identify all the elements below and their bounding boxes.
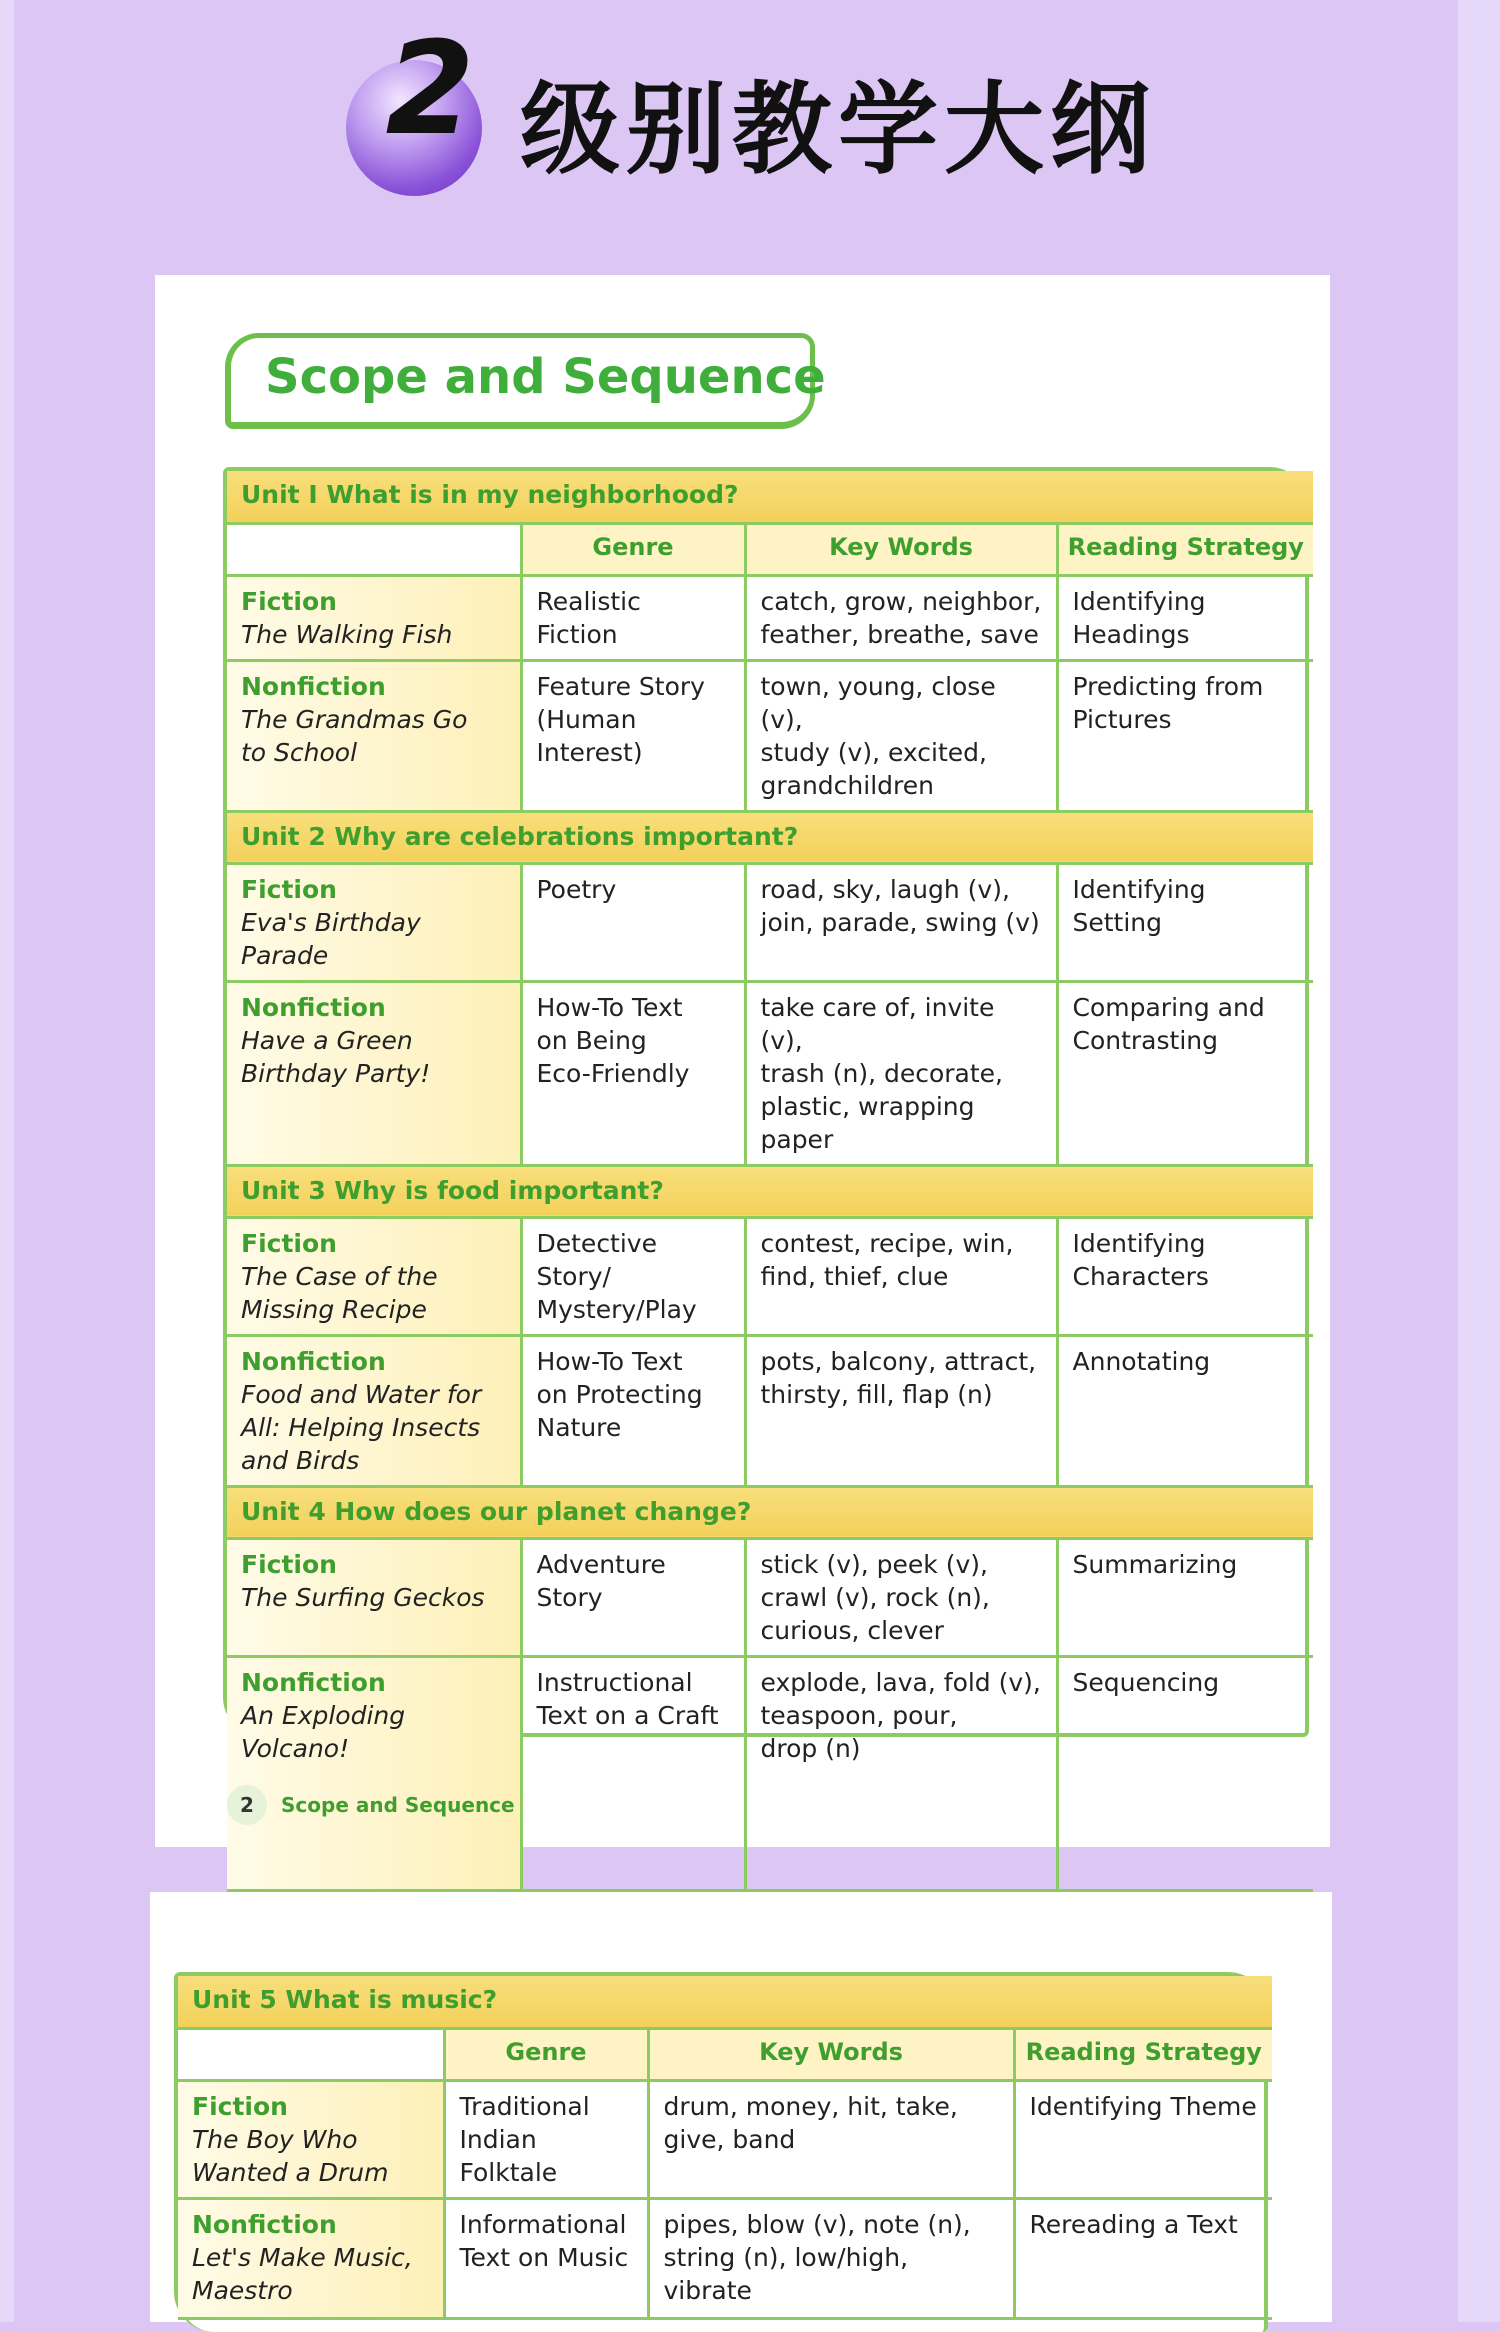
- table-row: [227, 1538, 1313, 1656]
- story-title: The Boy Who Wanted a Drum: [192, 2124, 389, 2187]
- story-cell: [227, 981, 521, 1165]
- scope-table: [223, 467, 1309, 1763]
- scope-table-grid: [178, 1976, 1272, 2320]
- page-title: 级别教学大纲: [520, 71, 1156, 188]
- header-genre-label: Genre: [592, 532, 674, 561]
- story-cell: [227, 575, 521, 660]
- key-words-cell: take care of, invite (v), trash (n), decorate, plastic, wrapping paper: [745, 981, 1057, 1165]
- story-kind: Nonfiction: [241, 1667, 386, 1697]
- unit-header: [227, 1486, 1313, 1538]
- header-reading-strategy: [1057, 523, 1313, 575]
- header-key-words: [648, 2028, 1014, 2080]
- story-kind: Nonfiction: [241, 1346, 386, 1376]
- key-words-cell: catch, grow, neighbor, feather, breathe, save: [745, 575, 1057, 660]
- story-title: The Case of the Missing Recipe: [241, 1261, 438, 1324]
- scope-sequence-page: [155, 275, 1330, 1847]
- scope-table: [174, 1972, 1268, 2332]
- story-kind: Fiction: [241, 586, 337, 616]
- header-key-words: [745, 523, 1057, 575]
- column-header-row: [178, 2028, 1272, 2080]
- unit-title: Unit 3 Why is food important?: [241, 1175, 664, 1205]
- key-words-cell: road, sky, laugh (v), join, parade, swing (v): [745, 863, 1057, 981]
- scope-sequence-page-continued: [150, 1892, 1332, 2322]
- header-blank: [227, 523, 521, 575]
- key-words-cell: contest, recipe, win, find, thief, clue: [745, 1217, 1057, 1335]
- table-row: [178, 2198, 1272, 2318]
- unit-title: Unit 5 What is music?: [192, 1985, 498, 2014]
- strategy-cell: Sequencing: [1057, 1656, 1313, 1890]
- right-edge: [1458, 0, 1500, 2322]
- story-cell: [227, 660, 521, 811]
- genre-cell: Feature Story (Human Interest): [521, 660, 745, 811]
- scope-table-grid: [227, 471, 1313, 1892]
- story-title: The Surfing Geckos: [241, 1582, 485, 1612]
- strategy-cell: Rereading a Text: [1014, 2198, 1272, 2318]
- strategy-cell: Identifying Theme: [1014, 2080, 1272, 2198]
- strategy-cell: Comparing and Contrasting: [1057, 981, 1313, 1165]
- story-kind: Fiction: [241, 874, 337, 904]
- strategy-cell: Annotating: [1057, 1335, 1313, 1486]
- key-words-cell: stick (v), peek (v), crawl (v), rock (n), curious, clever: [745, 1538, 1057, 1656]
- page-footer: [227, 1785, 515, 1825]
- key-words-cell: pipes, blow (v), note (n), string (n), low/high, vibrate: [648, 2198, 1014, 2318]
- story-cell: [178, 2080, 444, 2198]
- story-cell: [227, 1217, 521, 1335]
- left-edge: [0, 0, 14, 2322]
- story-cell: [227, 1538, 521, 1656]
- story-kind: Fiction: [241, 1549, 337, 1579]
- key-words-cell: drum, money, hit, take, give, band: [648, 2080, 1014, 2198]
- strategy-cell: Identifying Setting: [1057, 863, 1313, 981]
- genre-cell: Realistic Fiction: [521, 575, 745, 660]
- header-blank: [178, 2028, 444, 2080]
- strategy-cell: Predicting from Pictures: [1057, 660, 1313, 811]
- table-row: [227, 660, 1313, 811]
- header-key-words-label: Key Words: [759, 2037, 903, 2066]
- footer-label: Scope and Sequence: [281, 1793, 515, 1817]
- story-kind: Fiction: [241, 1228, 337, 1258]
- header-reading-strategy: [1014, 2028, 1272, 2080]
- table-row: [227, 575, 1313, 660]
- genre-cell: Poetry: [521, 863, 745, 981]
- story-title: Food and Water for All: Helping Insects and Birds: [241, 1379, 482, 1475]
- story-title: The Grandmas Go to School: [241, 704, 468, 767]
- story-cell: [227, 1335, 521, 1486]
- story-title: An Exploding Volcano!: [241, 1700, 406, 1763]
- table-row: [227, 1217, 1313, 1335]
- table-row: [178, 2080, 1272, 2198]
- story-kind: Nonfiction: [241, 671, 386, 701]
- story-kind: Fiction: [192, 2091, 288, 2121]
- story-title: The Walking Fish: [241, 619, 453, 649]
- unit-header: [227, 811, 1313, 863]
- strategy-cell: Identifying Characters: [1057, 1217, 1313, 1335]
- header-key-words-label: Key Words: [829, 532, 973, 561]
- story-title: Let's Make Music, Maestro: [192, 2242, 413, 2305]
- unit-title: Unit 4 How does our planet change?: [241, 1496, 752, 1526]
- header-genre: [521, 523, 745, 575]
- genre-cell: How-To Text on Being Eco-Friendly: [521, 981, 745, 1165]
- page-number: 2: [227, 1785, 267, 1825]
- badge-number: 2: [385, 15, 475, 164]
- header-strategy-label: Reading Strategy: [1067, 532, 1304, 561]
- story-kind: Nonfiction: [241, 992, 386, 1022]
- genre-cell: Informational Text on Music: [444, 2198, 648, 2318]
- story-title: Have a Green Birthday Party!: [241, 1025, 431, 1088]
- genre-cell: How-To Text on Protecting Nature: [521, 1335, 745, 1486]
- key-words-cell: town, young, close (v), study (v), excited, grandchildren: [745, 660, 1057, 811]
- story-title: Eva's Birthday Parade: [241, 907, 421, 970]
- story-cell: [178, 2198, 444, 2318]
- genre-cell: Detective Story/ Mystery/Play: [521, 1217, 745, 1335]
- unit-header: [227, 471, 1313, 523]
- genre-cell: Instructional Text on a Craft: [521, 1656, 745, 1890]
- key-words-cell: explode, lava, fold (v), teaspoon, pour, drop (n): [745, 1656, 1057, 1890]
- story-cell: [227, 863, 521, 981]
- unit-header: [227, 1165, 1313, 1217]
- strategy-cell: Summarizing: [1057, 1538, 1313, 1656]
- strategy-cell: Identifying Headings: [1057, 575, 1313, 660]
- header-genre: [444, 2028, 648, 2080]
- header-genre-label: Genre: [505, 2037, 587, 2066]
- unit-title: Unit 2 Why are celebrations important?: [241, 821, 799, 851]
- header-strategy-label: Reading Strategy: [1025, 2037, 1262, 2066]
- table-row: [227, 1656, 1313, 1890]
- genre-cell: Traditional Indian Folktale: [444, 2080, 648, 2198]
- table-row: [227, 1335, 1313, 1486]
- table-row: [227, 981, 1313, 1165]
- story-kind: Nonfiction: [192, 2209, 337, 2239]
- table-row: [227, 863, 1313, 981]
- key-words-cell: pots, balcony, attract, thirsty, fill, flap (n): [745, 1335, 1057, 1486]
- unit-header: [178, 1976, 1272, 2028]
- section-heading: Scope and Sequence: [265, 349, 826, 405]
- genre-cell: Adventure Story: [521, 1538, 745, 1656]
- column-header-row: [227, 523, 1313, 575]
- story-cell: [227, 1656, 521, 1890]
- unit-title: Unit I What is in my neighborhood?: [241, 480, 739, 509]
